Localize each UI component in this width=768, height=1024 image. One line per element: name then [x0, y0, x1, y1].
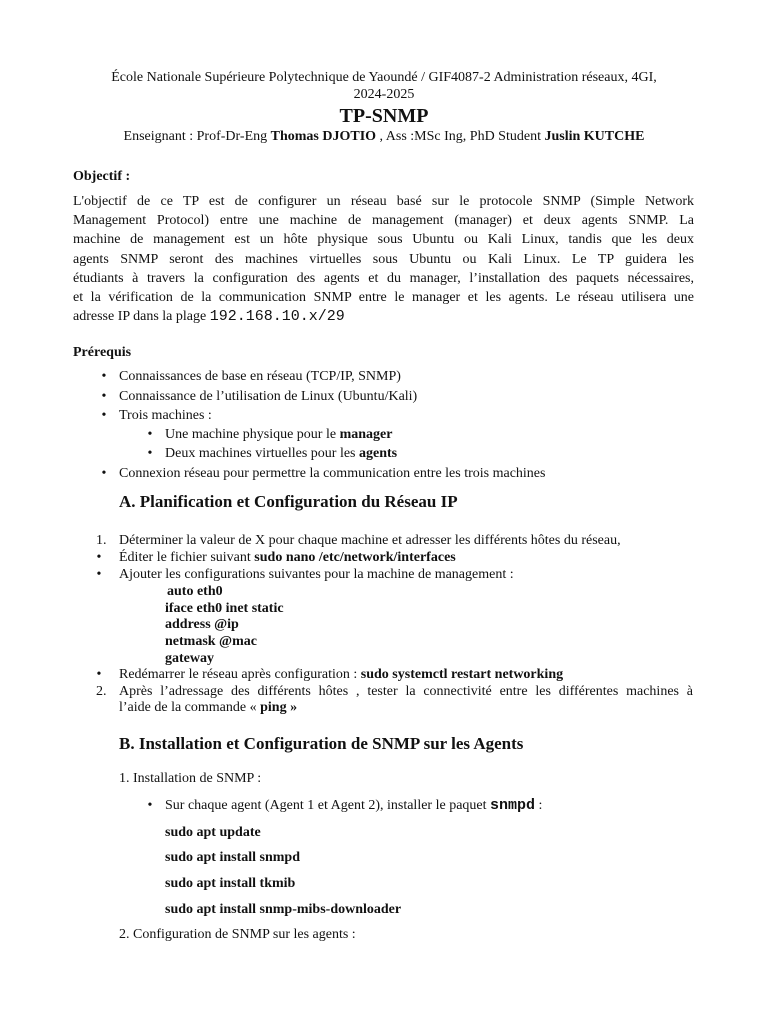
step-2-line-1: Après l’adressage des différents hôtes , tester la connectivité entre les différentes machines à — [119, 684, 693, 699]
step-2-line-2: l’aide de la commande « ping » — [119, 700, 298, 715]
assistant-name: Juslin KUTCHE — [544, 129, 645, 144]
config-line: netmask @mac — [165, 634, 257, 649]
objective-paragraph — [73, 192, 694, 326]
teacher-prefix: Enseignant : Prof-Dr-Eng — [123, 129, 271, 144]
prereq-item: Connaissances de base en réseau (TCP/IP, SNMP) — [119, 369, 401, 384]
step-1-text: Déterminer la valeur de X pour chaque machine et adresser les différents hôtes du réseau, — [119, 533, 621, 548]
objective-line: et la vérification de la communication SNMP entre le manager et les agents. Le réseau utilisera une — [73, 289, 694, 305]
bullet-icon: • — [101, 369, 107, 384]
config-line: auto eth0 — [167, 584, 223, 599]
bullet-icon: • — [96, 667, 102, 682]
restart-instruction: Redémarrer le réseau après configuration : sudo systemctl restart networking — [119, 667, 564, 682]
teacher-name: Thomas DJOTIO — [270, 129, 377, 144]
bullet-icon: • — [101, 466, 107, 481]
section-b-heading: B. Installation et Configuration de SNMP sur les Agents — [119, 734, 524, 753]
add-config-instruction: Ajouter les configurations suivantes pour la machine de management : — [119, 567, 514, 582]
prereq-subitem: Deux machines virtuelles pour les agents — [165, 446, 398, 461]
prereq-item: Trois machines : — [119, 408, 212, 423]
prereq-subitem: Une machine physique pour le manager — [165, 427, 393, 442]
objective-line: Management Protocol) entre une machine de management (manager) et deux agents SNMP. La — [73, 213, 694, 229]
prerequisites-heading: Prérequis — [73, 345, 132, 360]
config-heading: 2. Configuration de SNMP sur les agents : — [119, 927, 356, 942]
section-a-heading: A. Planification et Configuration du Réseau IP — [119, 492, 458, 511]
install-command: sudo apt update — [165, 825, 261, 840]
objective-last-line: adresse IP dans la plage 192.168.10.x/29 — [73, 308, 345, 326]
bullet-icon: • — [101, 408, 107, 423]
config-line: gateway — [165, 651, 214, 666]
bullet-icon: • — [96, 550, 102, 565]
edit-command: sudo nano /etc/network/interfaces — [254, 550, 456, 565]
ping-command: ping — [260, 700, 287, 715]
institution-line-1: École Nationale Supérieure Polytechnique de Yaoundé / GIF4087-2 Administration réseaux, 4GI, — [111, 70, 657, 85]
ip-range: 192.168.10.x/29 — [209, 308, 345, 326]
bullet-icon: • — [147, 427, 153, 442]
assistant-prefix: , Ass :MSc Ing, PhD Student — [376, 129, 545, 144]
install-command: sudo apt install snmp-mibs-downloader — [165, 902, 402, 917]
objective-line: machine de management est un hôte physique sous Ubuntu ou Kali Linux, tandis que les deux — [73, 232, 694, 248]
bullet-icon: • — [101, 389, 107, 404]
prereq-item: Connexion réseau pour permettre la communication entre les trois machines — [119, 466, 546, 481]
package-name: snmpd — [490, 797, 536, 814]
install-command: sudo apt install tkmib — [165, 876, 296, 891]
config-line: iface eth0 inet static — [165, 601, 284, 616]
institution-line-2: 2024-2025 — [353, 87, 415, 102]
config-line: address @ip — [165, 617, 239, 632]
objective-heading: Objectif : — [73, 169, 131, 184]
list-number: 2. — [96, 684, 107, 699]
objective-line: agents SNMP seront des machines virtuelles sous Ubuntu ou Kali Linux. Le TP guidera les — [73, 251, 694, 267]
bullet-icon: • — [147, 446, 153, 461]
install-command: sudo apt install snmpd — [165, 850, 301, 865]
install-instruction: Sur chaque agent (Agent 1 et Agent 2), installer le paquet snmpd : — [165, 797, 543, 814]
page-title: TP-SNMP — [339, 105, 429, 127]
objective-line: étudiants à travers la configuration des agents et du manager, l’installation des paquets nécessaires, — [73, 270, 694, 286]
list-number: 1. — [96, 533, 107, 548]
restart-command: sudo systemctl restart networking — [360, 667, 564, 682]
teacher-line — [0, 128, 768, 146]
edit-file-instruction: Éditer le fichier suivant sudo nano /etc/network/interfaces — [119, 550, 456, 565]
prereq-item: Connaissance de l’utilisation de Linux (Ubuntu/Kali) — [119, 389, 418, 404]
bullet-icon: • — [147, 798, 153, 813]
install-heading: 1. Installation de SNMP : — [119, 771, 262, 786]
bullet-icon: • — [96, 567, 102, 582]
objective-line: L'objectif de ce TP est de configurer un réseau basé sur le protocole SNMP (Simple Network — [73, 194, 694, 209]
